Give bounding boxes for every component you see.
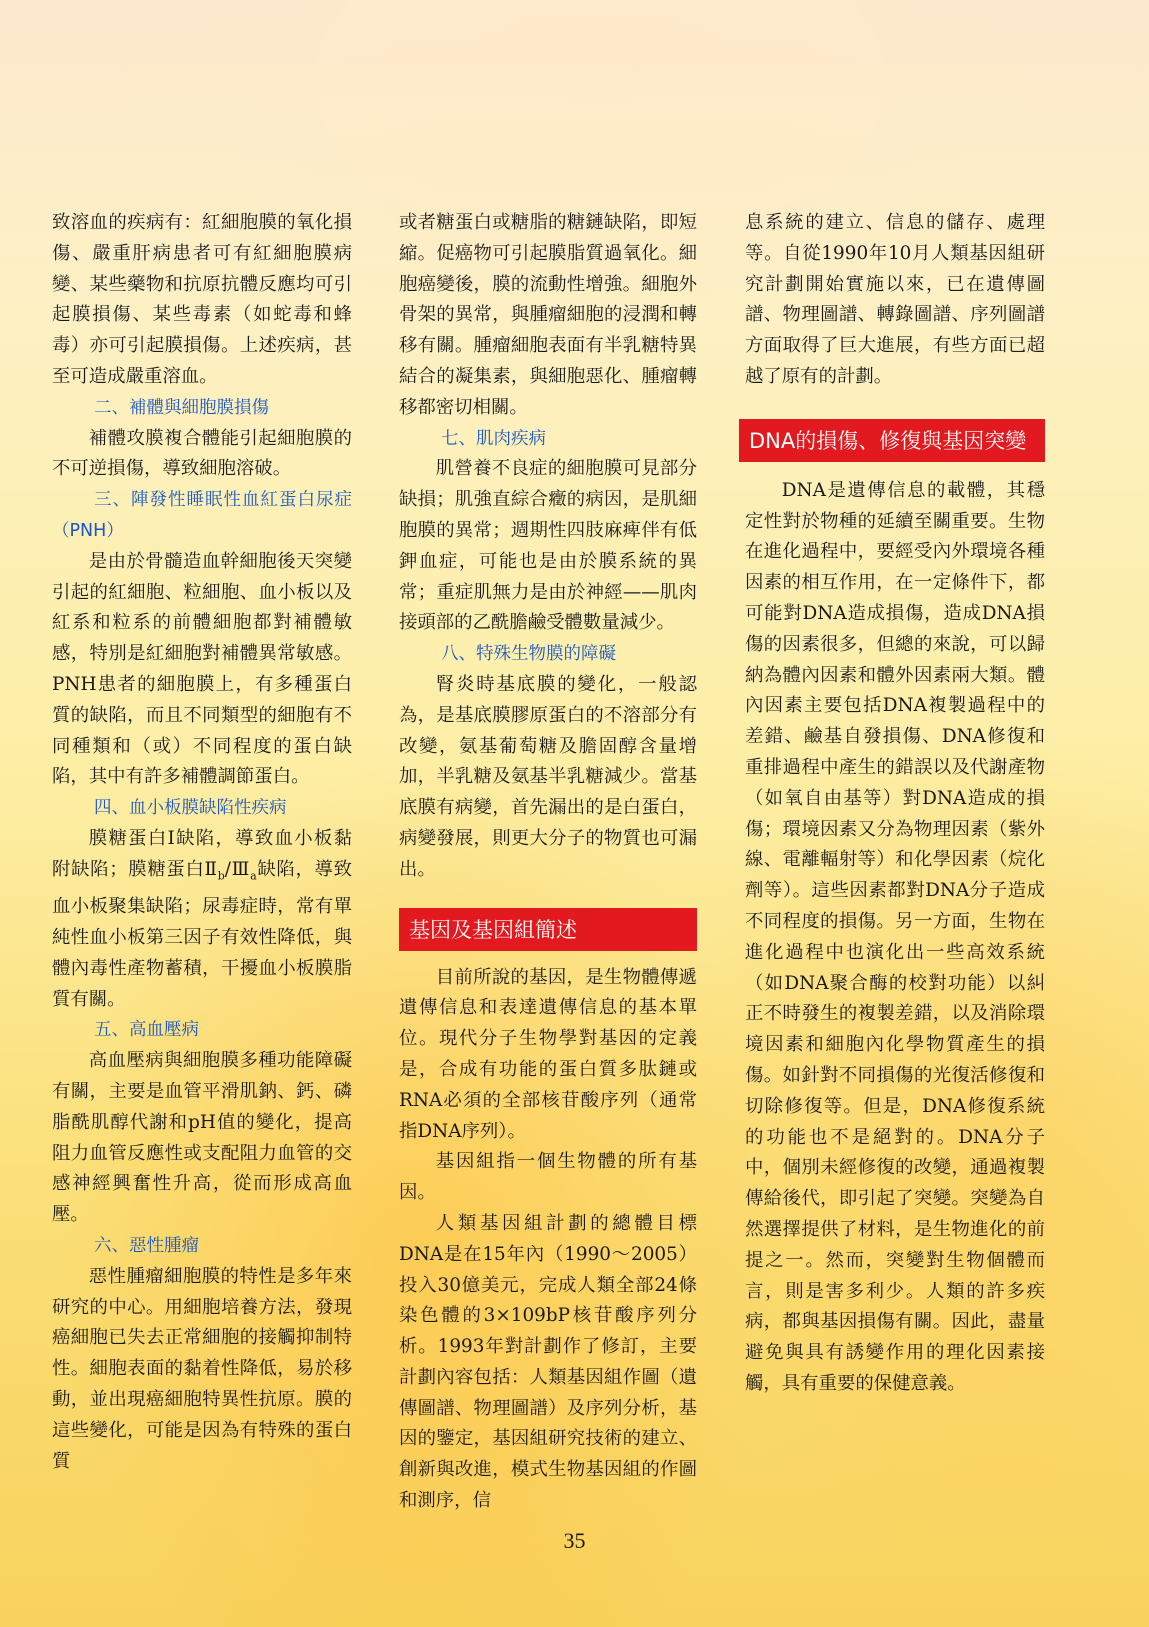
column-2 bbox=[399, 208, 697, 1517]
subheading-muscle: 七、肌肉疾病 bbox=[441, 428, 546, 449]
paragraph: 致溶血的疾病有：紅細胞膜的氧化損傷、嚴重肝病患者可有紅細胞膜病變、某些藥物和抗原抗體反應均可引起膜損傷、某些毒素（如蛇毒和蜂毒）亦可引起膜損傷。上述疾病，甚至可造成嚴重溶血。 bbox=[52, 212, 352, 387]
subheading-platelet: 四、血小板膜缺陷性疾病 bbox=[94, 798, 287, 819]
page-number: 35 bbox=[563, 1528, 586, 1553]
text-run: /Ⅲ bbox=[224, 858, 251, 880]
column-1 bbox=[52, 208, 352, 1477]
subheading-hypertension: 五、高血壓病 bbox=[94, 1020, 199, 1041]
paragraph: 惡性腫瘤細胞膜的特性是多年來研究的中心。用細胞培養方法，發現癌細胞已失去正常細胞的接觸抑制特性。細胞表面的黏着性降低，易於移動，並出現癌細胞特異性抗原。膜的這些變化，可能是因為有特殊的蛋白質 bbox=[52, 1265, 352, 1472]
subscript: a bbox=[250, 869, 257, 883]
text-run: 缺陷，導致血小板聚集缺陷；尿毒症時，常有單純性血小板第三因子有效性降低，與體內毒性產物蓄積，干擾血小板膜脂質有關。 bbox=[52, 858, 352, 1010]
paragraph: 腎炎時基底膜的變化，一般認為，是基底膜膠原蛋白的不溶部分有改變，氨基葡萄糖及膽固醇含量增加，半乳糖及氨基半乳糖減少。當基底膜有病變，首先漏出的是白蛋白，病變發展，則更大分子的物質也可漏出。 bbox=[399, 673, 697, 880]
subheading-tumor: 六、惡性腫瘤 bbox=[94, 1235, 199, 1256]
subheading-special-membrane: 八、特殊生物膜的障礙 bbox=[441, 644, 616, 665]
subscript: b bbox=[217, 869, 225, 883]
text-run: 膜糖蛋白Ⅰ缺陷，導致血小板黏附缺陷；膜糖蛋白Ⅱ bbox=[52, 827, 352, 880]
subheading-complement: 二、補體與細胞膜損傷 bbox=[94, 397, 269, 418]
paragraph: 補體攻膜複合體能引起細胞膜的不可逆損傷，導致細胞溶破。 bbox=[52, 427, 352, 480]
paragraph: 肌營養不良症的細胞膜可見部分缺損；肌強直綜合癥的病因，是肌細胞膜的異常；週期性四肢麻痺伴有低鉀血症，可能也是由於膜系統的異常；重症肌無力是由於神經——肌肉接頭部的乙酰膽鹼受體數量減少。 bbox=[399, 458, 697, 634]
paragraph: 高血壓病與細胞膜多種功能障礙有關，主要是血管平滑肌鈉、鈣、磷脂酰肌醇代謝和pH值的變化，提高阻力血管反應性或支配阻力血管的交感神經興奮性升高，從而形成高血壓。 bbox=[52, 1050, 352, 1226]
subheading-pnh: 三、陣發性睡眠性血紅蛋白尿症（PNH） bbox=[52, 490, 352, 541]
paragraph: 人類基因組計劃的總體目標DNA是在15年內（1990～2005）投入30億美元，完成人類全部24條染色體的3×109bP核苷酸序列分析。1993年對計劃作了修訂，主要計劃內容包括：人類基因組作圖（遺傳圖譜、物理圖譜）及序列分析，基因的鑒定，基因組研究技術的建立、創新與改進，模式生物基因組的作圖和測序，信 bbox=[399, 1212, 697, 1512]
paragraph: 是由於骨髓造血幹細胞後天突變引起的紅細胞、粒細胞、血小板以及紅系和粒系的前體細胞都對補體敏感，特別是紅細胞對補體異常敏感。PNH患者的細胞膜上，有多種蛋白質的缺陷，而且不同類型的細胞有不同種類和（或）不同程度的蛋白缺陷，其中有許多補體調節蛋白。 bbox=[52, 550, 352, 788]
paragraph: 息系統的建立、信息的儲存、處理等。自從1990年10月人類基因組研究計劃開始實施以來，已在遺傳圖譜、物理圖譜、轉錄圖譜、序列圖譜方面取得了巨大進展，有些方面已超越了原有的計劃。 bbox=[745, 212, 1045, 387]
paragraph-platelet bbox=[52, 824, 352, 1015]
section-header-dna: DNA的損傷、修復與基因突變 bbox=[739, 419, 1045, 462]
section-header-genes: 基因及基因組簡述 bbox=[399, 908, 697, 951]
paragraph: DNA是遺傳信息的載體，其穩定性對於物種的延續至關重要。生物在進化過程中，要經受內外環境各種因素的相互作用，在一定條件下，都可能對DNA造成損傷，造成DNA損傷的因素很多，但總的來說，可以歸納為體內因素和體外因素兩大類。體內因素主要包括DNA複製過程中的差錯、鹼基自發損傷、DNA修復和重排過程中產生的錯誤以及代謝產物（如氧自由基等）對DNA造成的損傷；環境因素又分為物理因素（紫外線、電離輻射等）和化學因素（烷化劑等）。這些因素都對DNA分子造成不同程度的損傷。另一方面，生物在進化過程中也演化出一些高效系統（如DNA聚合酶的校對功能）以糾正不時發生的複製差錯，以及消除環境因素和細胞內化學物質產生的損傷。如針對不同損傷的光復活修復和切除修復等。但是，DNA修復系統的功能也不是絕對的。DNA分子中，個別未經修復的改變，通過複製傳給後代，即引起了突變。突變為自然選擇提供了材料，是生物進化的前提之一。然而，突變對生物個體而言，則是害多利少。人類的許多疾病，都與基因損傷有關。因此，盡量避免與具有誘變作用的理化因素接觸，具有重要的保健意義。 bbox=[745, 479, 1045, 1394]
paragraph: 目前所說的基因，是生物體傳遞遺傳信息和表達遺傳信息的基本單位。現代分子生物學對基因的定義是，合成有功能的蛋白質多肽鏈或RNA必須的全部核苷酸序列（通常指DNA序列）。 bbox=[399, 966, 697, 1142]
column-3 bbox=[745, 208, 1045, 1400]
paragraph: 或者糖蛋白或糖脂的糖鏈缺陷，即短縮。促癌物可引起膜脂質過氧化。細胞癌變後，膜的流動性增強。細胞外骨架的異常，與腫瘤細胞的浸潤和轉移有關。腫瘤細胞表面有半乳糖特異結合的凝集素，與細胞惡化、腫瘤轉移都密切相關。 bbox=[399, 212, 697, 418]
paragraph: 基因組指一個生物體的所有基因。 bbox=[399, 1151, 697, 1204]
